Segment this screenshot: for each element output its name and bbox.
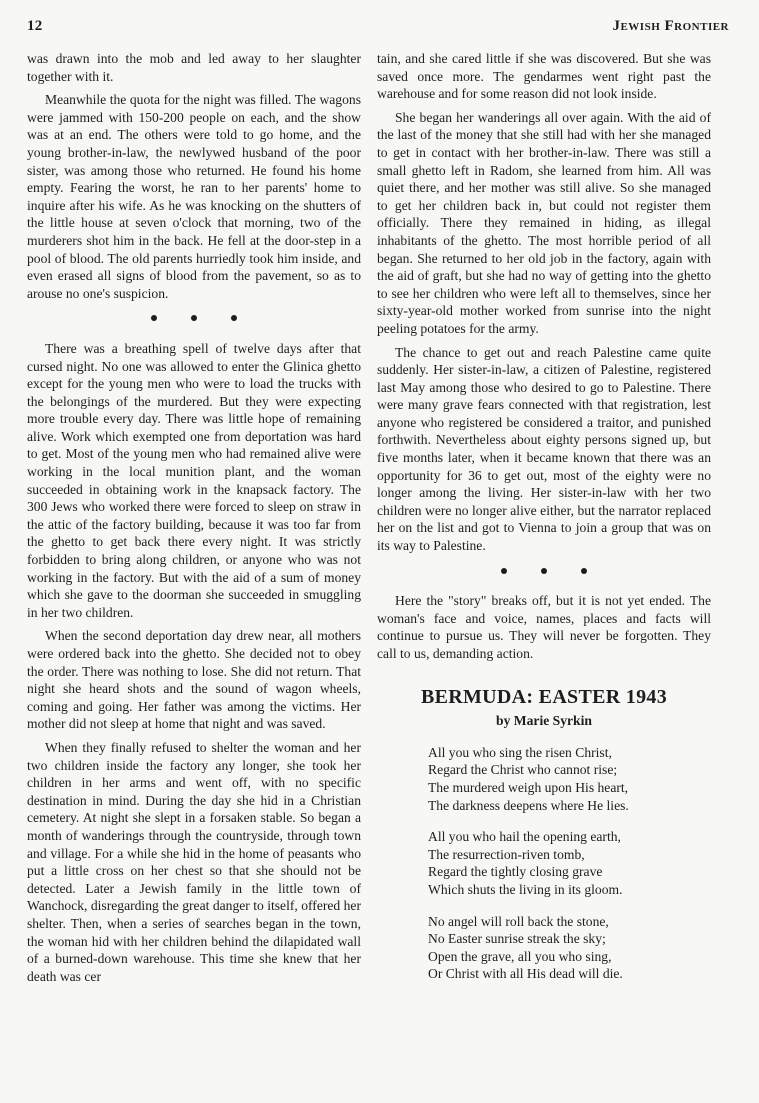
- poem-title: BERMUDA: EASTER 1943: [420, 685, 668, 708]
- bullet-dot-icon: [191, 315, 197, 321]
- poem-line: Regard the Christ who cannot rise;: [428, 762, 618, 778]
- poem-stanza: [428, 913, 711, 983]
- paragraph: She began her wanderings all over again. With the aid of the last of the money that she still had with her she managed to get in contact with her brother-in-law. There was still a small ghetto left in Radom, she learned from him. All was quiet there, and her mother was still alive. So she managed to get her children back in, but could not register them officially. There they remained in hiding, as illegal inhabitants of the ghetto. The most horrible period of all began. She returned to her old job in the factory, again with the aid of graft, but she had no way of getting into the ghetto to see her children who were left all to themselves, since her sixty-year-old mother worked from sunrise into the night peeling potatoes for the army.: [377, 109, 711, 336]
- poem-line: All you who hail the opening earth,: [428, 829, 621, 845]
- right-column: [377, 50, 711, 997]
- bullet-dot-icon: [541, 568, 547, 574]
- poem-line: Which shuts the living in its gloom.: [428, 881, 623, 897]
- bullet-dot-icon: [581, 568, 587, 574]
- running-head-publication: Jewish Frontier: [612, 18, 729, 34]
- paragraph: Here the "story" breaks off, but it is not yet ended. The woman's face and voice, names, places and facts will continue to pursue us. They will never be forgotten. They call to us, demanding action.: [377, 593, 711, 661]
- poem-byline: by Marie Syrkin: [496, 713, 592, 729]
- paragraph: was drawn into the mob and led away to her slaughter together with it.: [27, 51, 361, 84]
- page-number: 12: [27, 18, 43, 34]
- bullet-dot-icon: [151, 315, 157, 321]
- poem-line: Or Christ with all His dead will die.: [428, 966, 623, 982]
- poem-line: The darkness deepens where He lies.: [428, 797, 629, 813]
- paragraph: The chance to get out and reach Palestine came quite suddenly. Her sister-in-law, a citizen of Palestine, registered last May among those who desired to go to Palestine. There were many grave fears connected with that registration, lest anyone who registered be considered a traitor, and punished forthwith. Nevertheless about eighty persons signed up, but five months later, when it became known that there was an opportunity for 36 to get out, most of the eighty were no longer among the living. Her sister-in-law with her two children were no longer alive either, but the narrator replaced her on the list and got to Vienna to join a group that was on its way to Palestine.: [377, 344, 711, 554]
- paragraph: When the second deportation day drew near, all mothers were ordered back into the ghetto. She decided not to obey the order. There was nothing to lose. She did not return. That night she heard shots and the sound of wagon wheels, coming and going. Her father was among the victims. Her mother did not sleep at home that night and was saved.: [27, 628, 361, 732]
- poem-line: The murdered weigh upon His heart,: [428, 779, 629, 795]
- paragraph: When they finally refused to shelter the woman and her two children inside the factory any longer, she took her children in her arms and went off, with no specific destination in mind. During the day she hid in a Christian cemetery. At night she slept in a forsaken stable. So began a month of wanderings through the countryside, through town and village. For a while she hid in the home of peasants who put a little cross on her chest so that she should not be detected. Later a Jewish family in the little town of Wanchock, disregarding the great danger to itself, offered her shelter. Then, when a series of searches began in the town, the woman hid with her children behind the dilapidated wall of a burned-down warehouse. This time she knew that her death was cer: [27, 739, 361, 984]
- bullet-dot-icon: [501, 568, 507, 574]
- poem-line: Open the grave, all you who sing,: [428, 948, 612, 964]
- paragraph: There was a breathing spell of twelve days after that cursed night. No one was allowed to enter the Glinica ghetto except for the young men who were to load the trucks with the belongings of the murdered. But they were expecting more trouble every day. There was little hope of remaining alive. Work which exempted one from deportation was hard to get. Most of the young men who had remained alive were working in the local munition plant, and the woman succeeded in obtaining work in the knapsack factory. The 300 Jews who worked there were forced to sleep on straw in the attic of the factory building, because it was too far from the ghetto to get back there every night. It was strictly forbidden to bring along children, or anyone who was not working in the factory. But with the aid of a sum of money which she gave to the doorman she succeeded in smuggling in her two children.: [27, 340, 361, 620]
- poem-stanza: [428, 828, 711, 898]
- section-break: [27, 308, 361, 326]
- poem-stanza: [428, 744, 711, 814]
- section-break: [377, 561, 711, 579]
- poem-line: Regard the tightly closing grave: [428, 864, 603, 880]
- poem-line: The resurrection-riven tomb,: [428, 846, 585, 862]
- bullet-dot-icon: [231, 315, 237, 321]
- left-column: [27, 50, 361, 991]
- poem-line: No Easter sunrise streak the sky;: [428, 931, 606, 947]
- poem-line: All you who sing the risen Christ,: [428, 744, 612, 760]
- poem-line: No angel will roll back the stone,: [428, 913, 609, 929]
- paragraph: tain, and she cared little if she was discovered. But she was saved once more. The gendarmes went right past the warehouse and for some reason did not look inside.: [377, 51, 711, 102]
- paragraph: Meanwhile the quota for the night was filled. The wagons were jammed with 150-200 people on each, and the show was at an end. The others were told to go home, and the young brother-in-law, the newlywed husband of the poor sister, was among those who returned. He found his home empty. Fearing the worst, he ran to her parents' home to inquire after his wife. As he was knocking on the shutters of the little house at seven o'clock that morning, two of the murderers shot him in the back. He fell at the door-step in a pool of blood. The old parents hurriedly took him inside, and even erased all signs of blood from the pavement, so as to arouse no one's suspicion.: [27, 92, 361, 301]
